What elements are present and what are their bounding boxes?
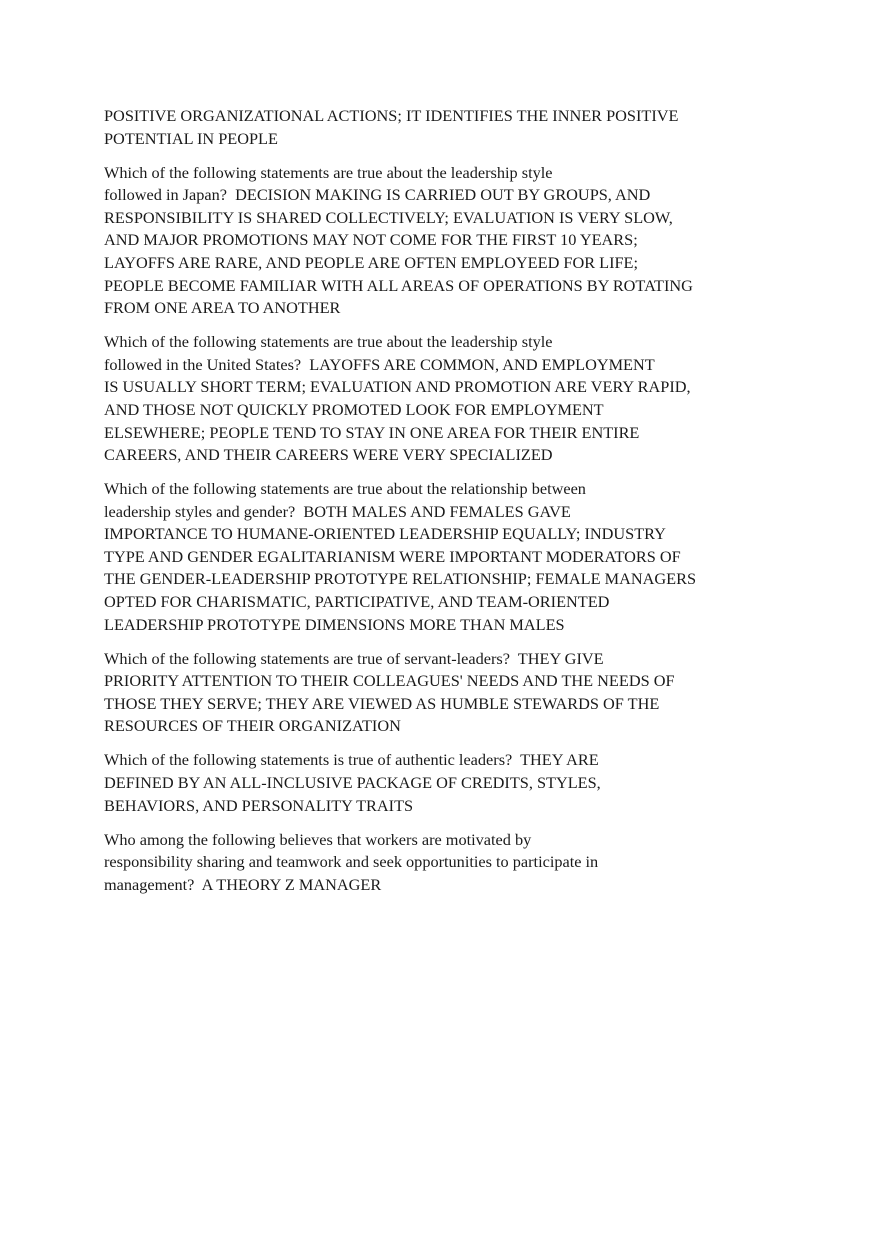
- document-body: [104, 105, 754, 908]
- text-line: THOSE THEY SERVE; THEY ARE VIEWED AS HUMBLE STEWARDS OF THE: [104, 693, 660, 713]
- text-line: AND THOSE NOT QUICKLY PROMOTED LOOK FOR EMPLOYMENT: [104, 399, 604, 419]
- text-line: responsibility sharing and teamwork and seek opportunities to participate in: [104, 852, 599, 872]
- text-line: TYPE AND GENDER EGALITARIANISM WERE IMPORTANT MODERATORS OF: [104, 546, 681, 566]
- text-line: THE GENDER-LEADERSHIP PROTOTYPE RELATIONSHIP; FEMALE MANAGERS: [104, 569, 697, 589]
- text-line: Which of the following statements is true of authentic leaders? THEY ARE: [104, 750, 599, 770]
- question-theory-z: [104, 829, 754, 897]
- text-line: DEFINED BY AN ALL-INCLUSIVE PACKAGE OF CREDITS, STYLES,: [104, 772, 601, 792]
- text-line: BEHAVIORS, AND PERSONALITY TRAITS: [104, 795, 414, 815]
- text-line: POSITIVE ORGANIZATIONAL ACTIONS; IT IDENTIFIES THE INNER POSITIVE: [104, 106, 679, 125]
- question-servant-leaders: [104, 648, 754, 738]
- text-line: Who among the following believes that workers are motivated by: [104, 829, 532, 849]
- question-authentic-leaders: [104, 749, 754, 817]
- text-line: PEOPLE BECOME FAMILIAR WITH ALL AREAS OF OPERATIONS BY ROTATING: [104, 275, 693, 295]
- text-line: RESOURCES OF THEIR ORGANIZATION: [104, 716, 401, 736]
- text-line: IS USUALLY SHORT TERM; EVALUATION AND PROMOTION ARE VERY RAPID,: [104, 377, 691, 397]
- question-us-leadership: [104, 331, 754, 467]
- text-line: IMPORTANCE TO HUMANE-ORIENTED LEADERSHIP EQUALLY; INDUSTRY: [104, 524, 666, 544]
- text-line: AND MAJOR PROMOTIONS MAY NOT COME FOR THE FIRST 10 YEARS;: [104, 230, 638, 250]
- text-line: PRIORITY ATTENTION TO THEIR COLLEAGUES' NEEDS AND THE NEEDS OF: [104, 671, 675, 691]
- paragraph-answer-continuation: [104, 105, 754, 150]
- text-line: LAYOFFS ARE RARE, AND PEOPLE ARE OFTEN EMPLOYEED FOR LIFE;: [104, 252, 639, 272]
- question-japan-leadership: [104, 162, 754, 320]
- text-line: FROM ONE AREA TO ANOTHER: [104, 298, 341, 318]
- question-gender-leadership: [104, 478, 754, 636]
- text-line: Which of the following statements are true about the leadership style: [104, 162, 553, 182]
- text-line: POTENTIAL IN PEOPLE: [104, 128, 278, 148]
- text-line: followed in the United States? LAYOFFS ARE COMMON, AND EMPLOYMENT: [104, 354, 655, 374]
- text-line: CAREERS, AND THEIR CAREERS WERE VERY SPECIALIZED: [104, 445, 553, 465]
- text-line: LEADERSHIP PROTOTYPE DIMENSIONS MORE THAN MALES: [104, 614, 565, 634]
- text-line: management? A THEORY Z MANAGER: [104, 874, 382, 894]
- text-line: OPTED FOR CHARISMATIC, PARTICIPATIVE, AND TEAM-ORIENTED: [104, 592, 610, 612]
- text-line: leadership styles and gender? BOTH MALES AND FEMALES GAVE: [104, 501, 571, 521]
- text-line: Which of the following statements are true about the leadership style: [104, 332, 553, 352]
- text-line: RESPONSIBILITY IS SHARED COLLECTIVELY; EVALUATION IS VERY SLOW,: [104, 207, 673, 227]
- text-line: ELSEWHERE; PEOPLE TEND TO STAY IN ONE AREA FOR THEIR ENTIRE: [104, 422, 640, 442]
- text-line: followed in Japan? DECISION MAKING IS CARRIED OUT BY GROUPS, AND: [104, 185, 651, 205]
- text-line: Which of the following statements are true of servant-leaders? THEY GIVE: [104, 648, 604, 668]
- text-line: Which of the following statements are true about the relationship between: [104, 479, 586, 499]
